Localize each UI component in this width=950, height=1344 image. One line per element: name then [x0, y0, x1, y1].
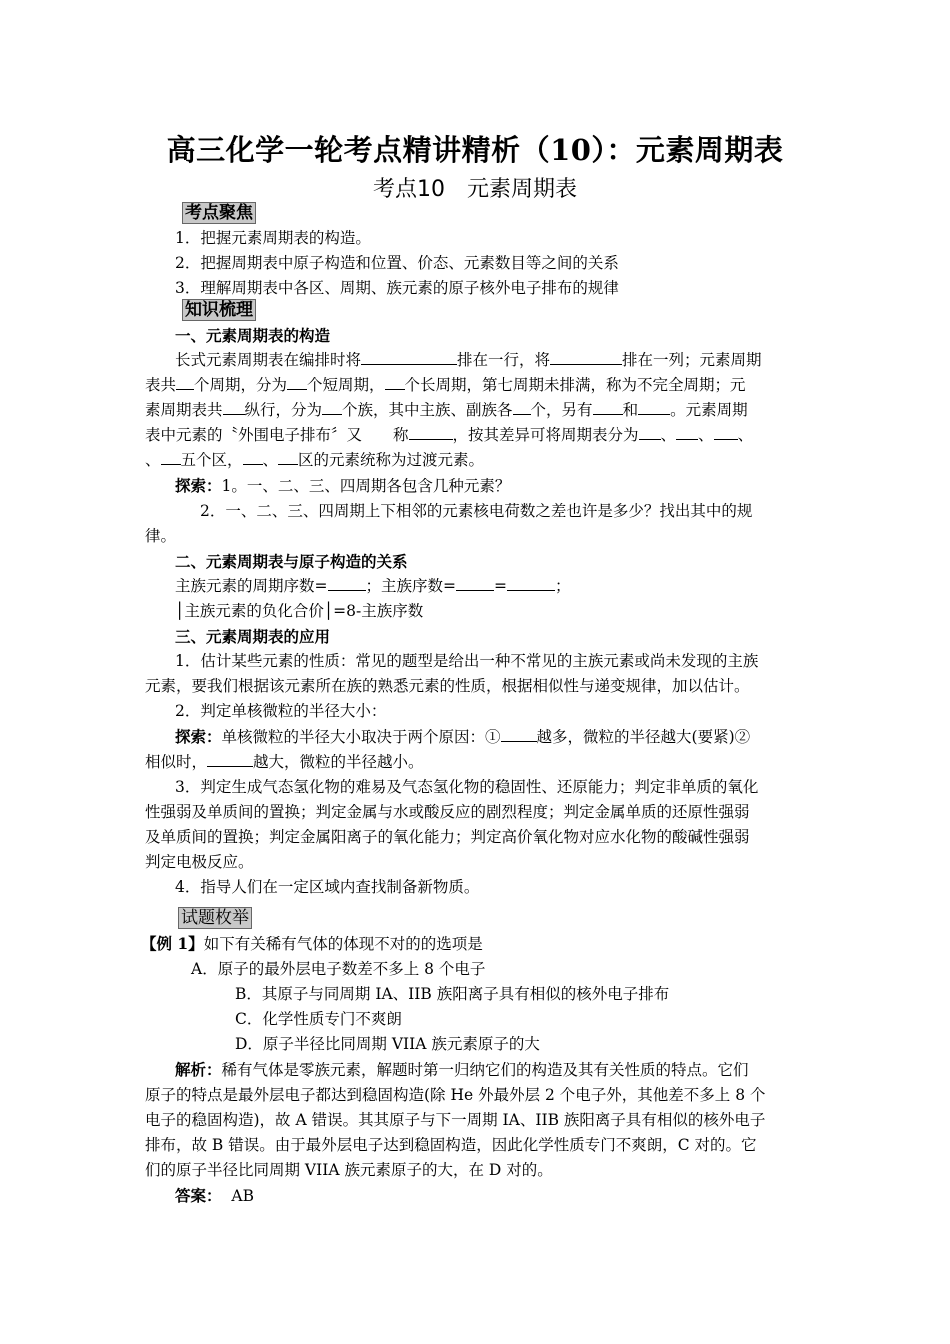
focus-item: 2．把握周期表中原子构造和位置、价态、元素数目等之间的关系: [175, 254, 619, 272]
analysis-line: 解析：稀有气体是零族元素，解题时第一归纳它们的构造及其有关性质的特点。它们: [175, 1060, 749, 1079]
examples-tag: 试题枚举: [178, 907, 252, 929]
fill-blank: [714, 423, 738, 440]
fill-blank: [278, 448, 298, 465]
fill-blank: [287, 373, 307, 390]
fill-blank: [322, 398, 342, 415]
heading-application: 三、元素周期表的应用: [175, 627, 331, 646]
analysis-line: 电子的稳固构造)，故 A 错误。其其原子与下一周期 IA、IIB 族阳离子具有相似的核外电子: [145, 1111, 766, 1129]
option-c: C．化学性质专门不爽朗: [235, 1010, 402, 1028]
application-line: 元素，要我们根据该元素所在族的熟悉元素的性质，根据相似性与递变规律，加以估计。: [145, 677, 750, 695]
fill-blank: [513, 398, 531, 415]
knowledge-tag: 知识梳理: [182, 299, 256, 321]
option-d: D．原子半径比同周期 VIIA 族元素原子的大: [235, 1035, 540, 1053]
heading-relation: 二、元素周期表与原子构造的关系: [175, 552, 408, 571]
application-line: 及单质间的置换；判定金属阳离子的氧化能力；判定高价氧化物对应水化物的酸碱性强弱: [145, 828, 750, 846]
option-b: B．其原子与同周期 IA、IIB 族阳离子具有相似的核外电子排布: [235, 985, 670, 1003]
explore-line: 律。: [145, 527, 177, 545]
answer-line: 答案： AB: [175, 1186, 254, 1205]
fill-blank: [207, 750, 253, 767]
fill-blank: [243, 448, 263, 465]
explore-line: 探索：单核微粒的半径大小取决于两个原因：① 越多，微粒的半径越大(要紧)②: [175, 727, 751, 746]
page-title: 高三化学一轮考点精讲精析（10）：元素周期表: [166, 133, 784, 167]
section-knowledge: [145, 298, 807, 900]
fill-blank: [409, 423, 453, 440]
fill-blank: [361, 348, 457, 365]
application-line: 性强弱及单质间的置换；判定金属与水或酸反应的剧烈程度；判定金属单质的还原性强弱: [145, 803, 750, 821]
paragraph-line: 、 五个区， 、 区的元素统称为过渡元素。: [145, 448, 807, 473]
fill-blank: [385, 373, 405, 390]
analysis-line: 们的原子半径比同周期 VIIA 族元素原子的大，在 D 对的。: [145, 1161, 553, 1179]
fill-blank: [501, 725, 537, 742]
paragraph-line: 长式元素周期表在编排时将 排在一行，将 排在一列；元素周期: [145, 348, 807, 373]
relation-line: 主族元素的周期序数= ；主族序数= = ；: [145, 574, 807, 599]
paragraph-line: 表共 个周期，分为 个短周期， 个长周期，第七周期未排满，称为不完全周期；元: [145, 373, 807, 398]
fill-blank: [223, 398, 245, 415]
fill-blank: [161, 448, 181, 465]
fill-blank: [638, 398, 670, 415]
paragraph-line: 表中元素的〝外围电子排布〞又 称 ，按其差异可将周期表分为 、 、 、: [145, 423, 807, 448]
fill-blank: [328, 574, 366, 591]
page-subtitle: 考点10 元素周期表: [373, 177, 577, 202]
option-a: A．原子的最外层电子数差不多上 8 个电子: [191, 960, 486, 978]
relation-line: │主族元素的负化合价│=8-主族序数: [175, 602, 424, 620]
focus-tag: 考点聚焦: [182, 202, 256, 224]
analysis-line: 原子的特点是最外层电子都达到稳固构造(除 He 外最外层 2 个电子外，其他差不多上 8 个: [145, 1086, 766, 1104]
paragraph-line: 素周期表共 纵行，分为 个族，其中主族、副族各 个，另有 和 。元素周期: [145, 398, 807, 423]
fill-blank: [507, 574, 555, 591]
section-focus: [145, 201, 807, 301]
explore-line: 2．一、二、三、四周期上下相邻的元素核电荷数之差也许是多少？找出其中的规: [200, 502, 753, 520]
fill-blank: [456, 574, 494, 591]
fill-blank: [550, 348, 622, 365]
heading-structure: 一、元素周期表的构造: [175, 326, 331, 345]
example-question: 【例 1】如下有关稀有气体的体现不对的的选项是: [141, 934, 483, 953]
application-line: 4．指导人们在一定区域内查找制备新物质。: [175, 878, 480, 896]
application-line: 3．判定生成气态氢化物的难易及气态氢化物的稳固性、还原能力；判定非单质的氧化: [175, 778, 759, 796]
application-line: 判定电极反应。: [145, 853, 254, 871]
section-examples: [141, 906, 807, 1209]
focus-item: 3．理解周期表中各区、周期、族元素的原子核外电子排布的规律: [175, 279, 619, 297]
application-line: 2．判定单核微粒的半径大小：: [175, 702, 387, 720]
fill-blank: [593, 398, 623, 415]
explore-line: 相似时， 越大，微粒的半径越小。: [145, 750, 807, 775]
application-line: 1．估计某些元素的性质：常见的题型是给出一种不常见的主族元素或尚未发现的主族: [175, 652, 759, 670]
focus-item: 1．把握元素周期表的构造。: [175, 229, 371, 247]
fill-blank: [176, 373, 194, 390]
fill-blank: [639, 423, 661, 440]
explore-line: 探索：1。一、二、三、四周期各包含几种元素？: [175, 476, 511, 495]
fill-blank: [676, 423, 698, 440]
analysis-line: 排布，故 B 错误。由于最外层电子达到稳固构造，因此化学性质专门不爽朗，C 对的。它: [145, 1136, 757, 1154]
